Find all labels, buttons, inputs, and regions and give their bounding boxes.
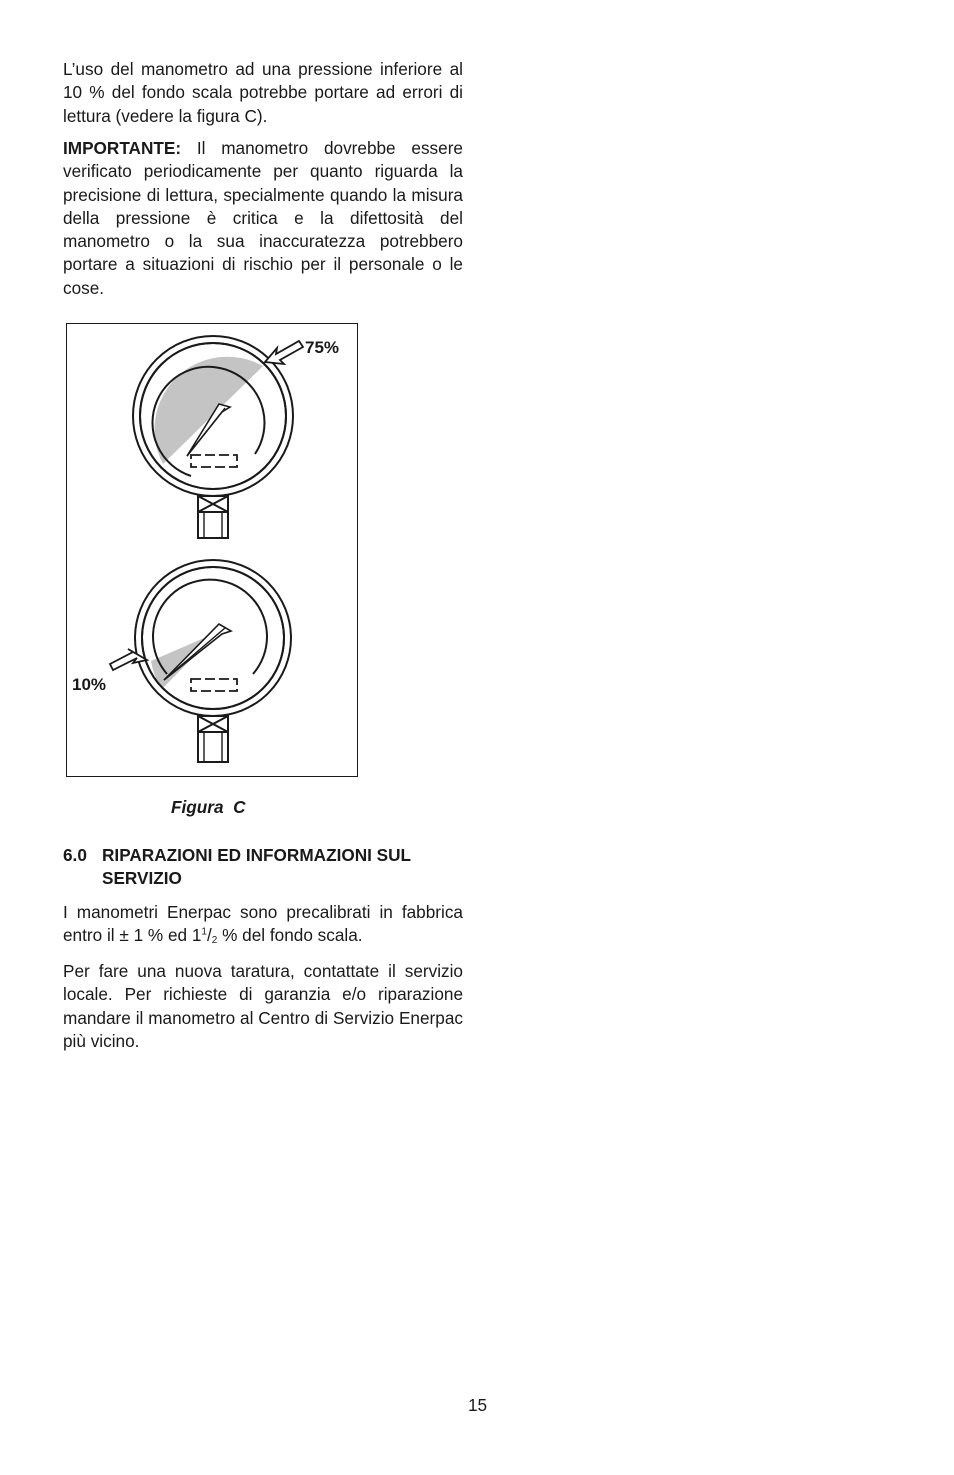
- service-paragraph: Per fare una nuova taratura, contattate il servizio locale. Per richieste di garanzia e/o riparazione mandare il manometro al Centro di Servizio Enerpac più vicino.: [63, 961, 463, 1051]
- label-10-percent: 10%: [72, 675, 107, 694]
- fraction-denominator: 2: [211, 935, 218, 947]
- figure-caption: Figura C: [171, 797, 246, 817]
- label-75-percent: 75%: [305, 338, 340, 357]
- figure-c-gauges: [66, 323, 358, 777]
- fraction-numerator: 1: [201, 926, 207, 938]
- important-text: Il manometro dovrebbe essere verificato periodicamente per quanto riguarda la precisione di lettura, specialmente quando la misura della pressione è critica e la difettosità del manometro o la sua inaccuratezza potrebbero portare a situazioni di rischio per il personale o le cose.: [63, 138, 463, 298]
- page-number: 15: [468, 1395, 488, 1415]
- intro-paragraph: L’uso del manometro ad una pressione inferiore al 10 % del fondo scala potrebbe portare ad errori di lettura (vedere la figura C).: [63, 59, 463, 126]
- calibration-paragraph: I manometri Enerpac sono precalibrati in fabbrica entro il ± 1 % ed $1^1/_2$ % del fondo scala.: [63, 902, 463, 947]
- arrow-75-icon: [265, 341, 303, 364]
- section-title: RIPARAZIONI ED INFORMAZIONI SUL SERVIZIO: [102, 845, 411, 888]
- gauge-bottom: [135, 560, 291, 762]
- section-number: 6.0: [63, 845, 87, 865]
- important-paragraph: [63, 137, 463, 300]
- gauge-top: [133, 336, 293, 538]
- calibration-text-after: % del fondo scala.: [217, 925, 363, 946]
- important-label: IMPORTANTE:: [63, 138, 182, 158]
- calibration-text-before: I manometri Enerpac sono precalibrati in fabbrica entro il ± 1 % ed 1: [63, 902, 463, 946]
- section-heading: [63, 844, 463, 890]
- gauge-illustration: [67, 324, 359, 778]
